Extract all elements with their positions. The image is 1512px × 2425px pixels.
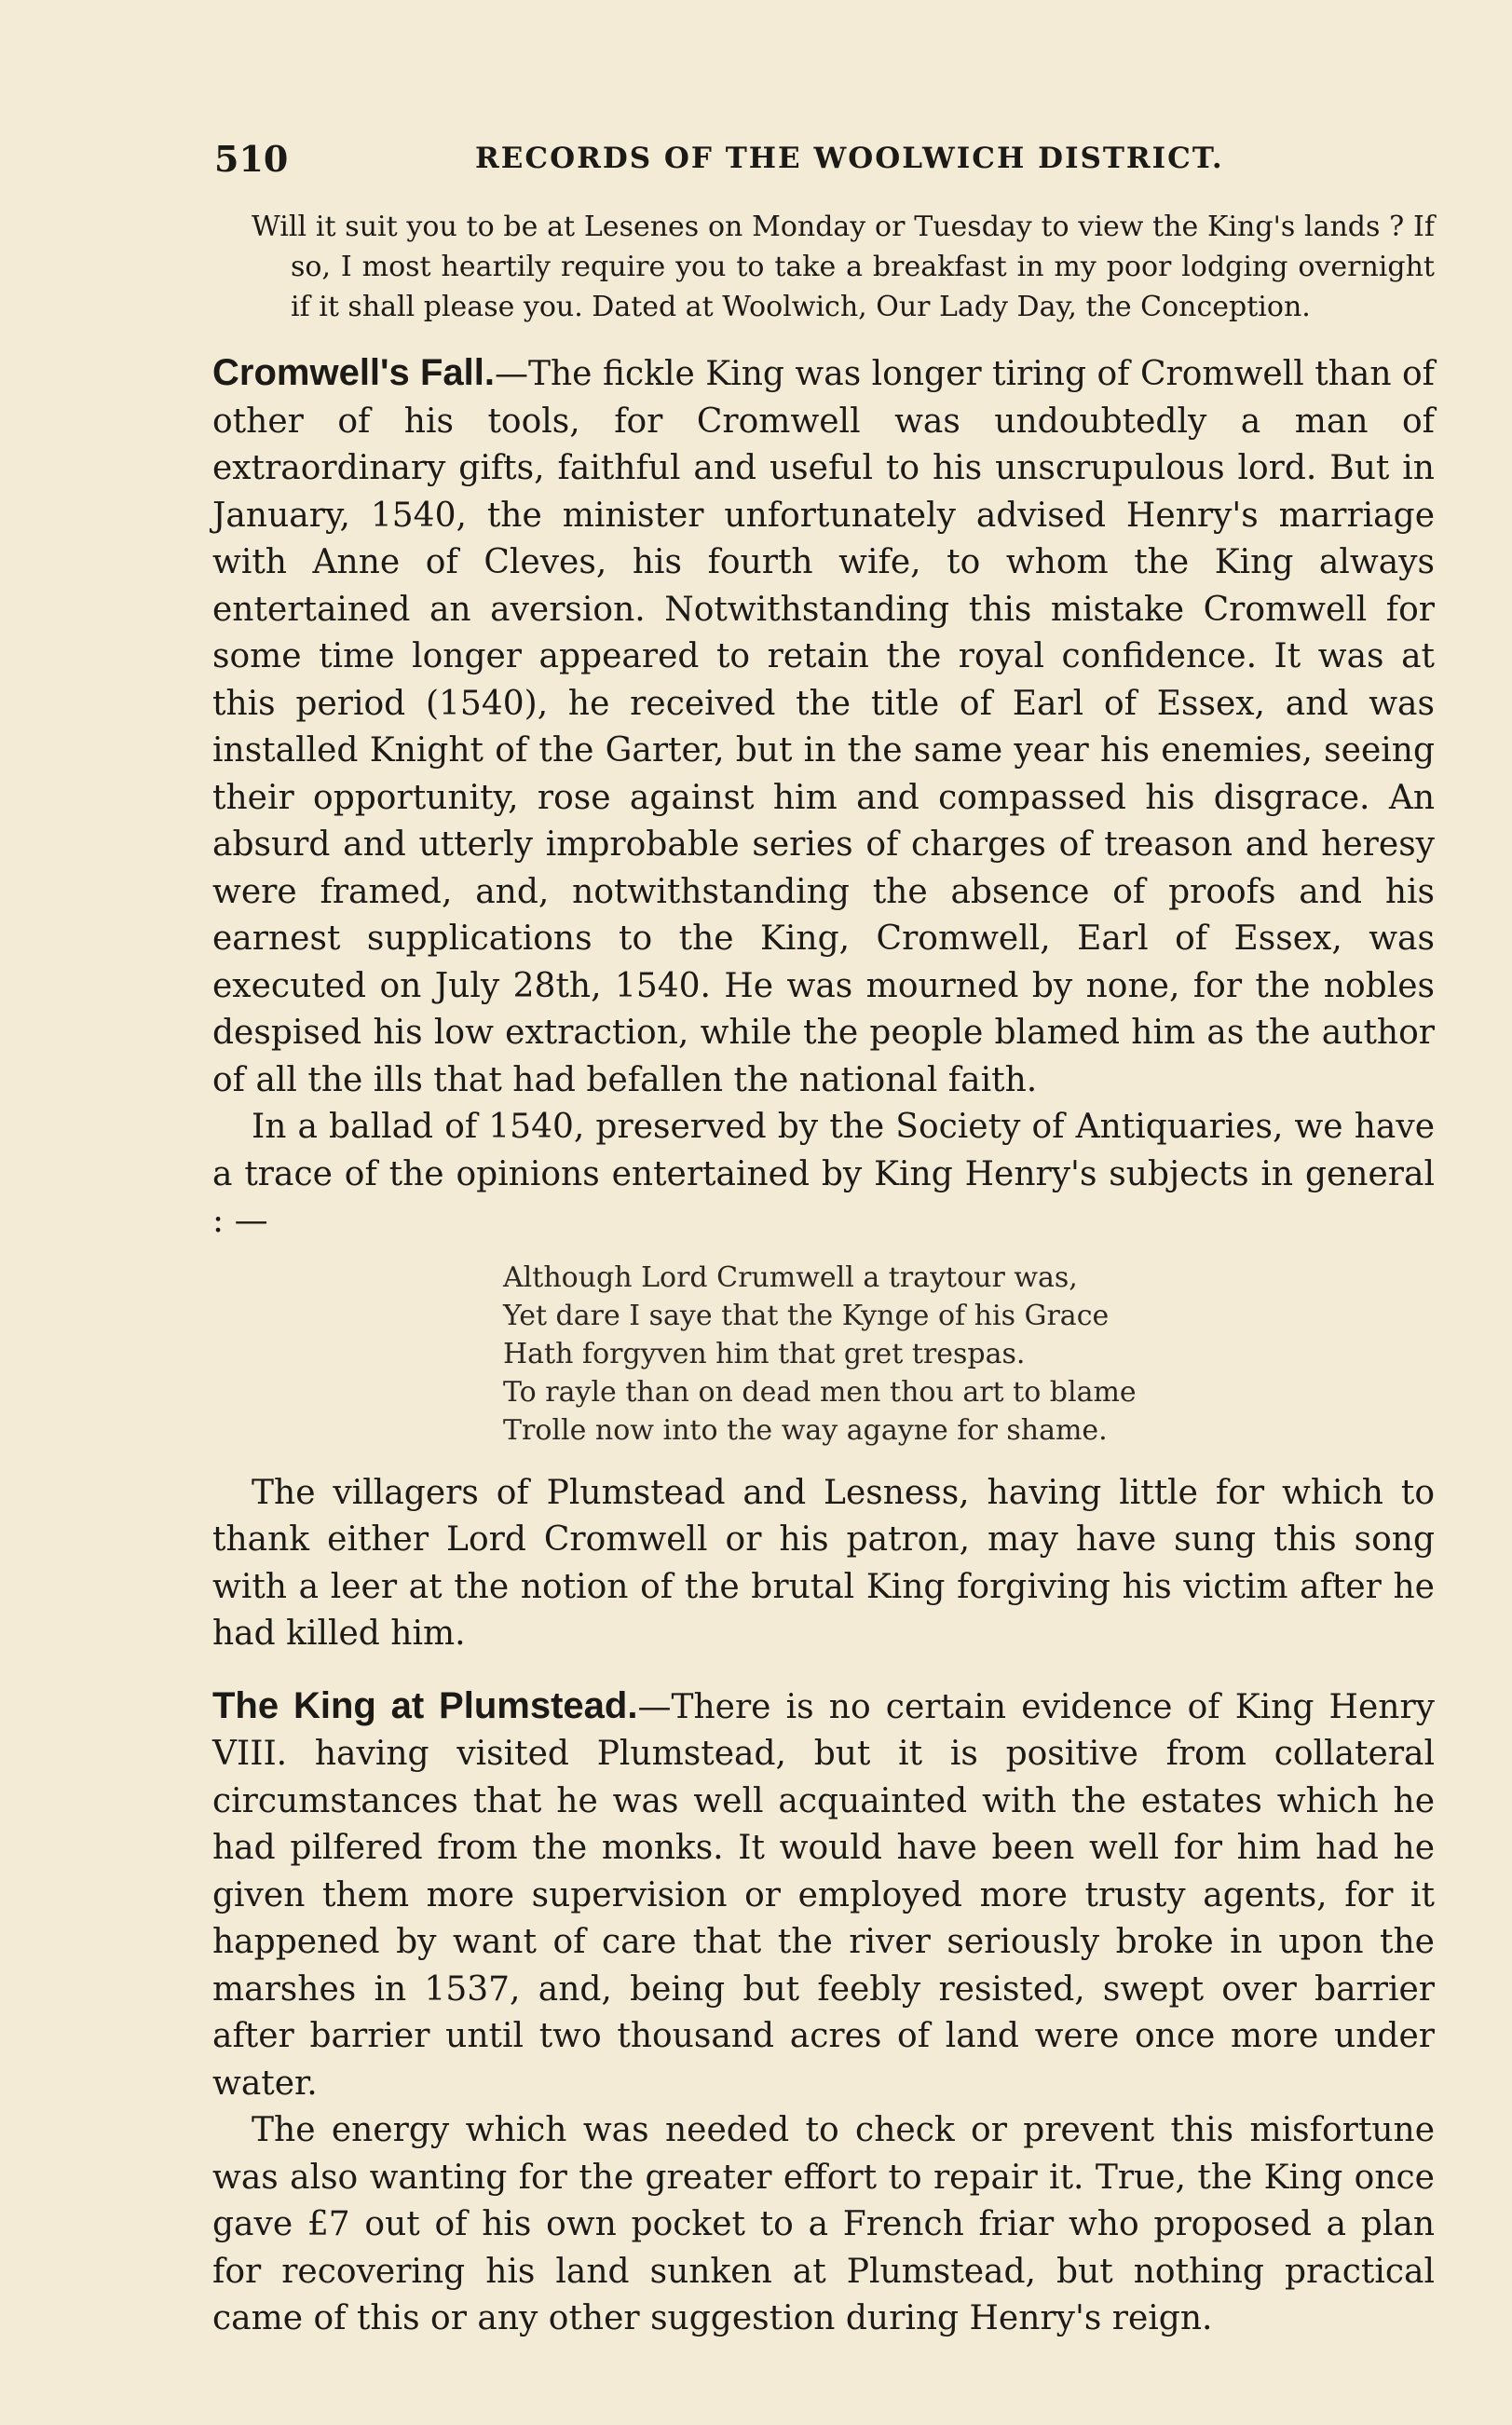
king-at-plumstead-paragraph: [212, 1683, 1435, 2108]
villagers-paragraph: The villagers of Plumstead and Lesness, having little for which to thank either Lord Cromwell or his patron, may have sung this song with a leer at the notion of the brutal King forgiving his victim after he had killed him.: [212, 1473, 1435, 1653]
section-heading-king-at-plumstead: The King at Plumstead.: [212, 1684, 638, 1726]
running-head: [214, 138, 1435, 184]
paragraph-text: —There is no certain evidence of King Henry VIII. having visited Plumstead, but it is positive from collateral circumstances that he was well acquainted with the estates which he had pilfered from the monks. It would have been well for him had he given them more supervision or employed more trusty agents, for it happened by want of care that the river seriously broke in upon the marshes in 1537, and, being but feebly resisted, swept over barrier after barrier until two thousand acres of land were once more under water.: [212, 1687, 1435, 2103]
page-number: 510: [214, 138, 289, 180]
verse-line: Yet dare I saye that the Kynge of his Grace: [503, 1299, 1110, 1332]
verse-line: Trolle now into the way agayne for shame.: [503, 1413, 1108, 1447]
energy-paragraph: The energy which was needed to check or prevent this misfortune was also wanting for the greater effort to repair it. True, the King once gave £7 out of his own pocket to a French friar who proposed a plan for recovering his land sunken at Plumstead, but nothing practical came of this or any other suggestion during Henry's reign.: [212, 2111, 1435, 2337]
verse-line: Although Lord Crumwell a traytour was,: [503, 1260, 1078, 1294]
ballad-intro-paragraph: In a ballad of 1540, preserved by the Society of Antiquaries, we have a trace of the opinions entertained by King Henry's subjects in general : —: [212, 1108, 1435, 1240]
ballad-verse: [503, 1259, 1435, 1450]
cromwell-fall-paragraph: [212, 349, 1435, 1104]
page-content: [212, 207, 1435, 2343]
section-heading-cromwells-fall: Cromwell's Fall.: [212, 352, 495, 393]
section-spacer: [212, 1658, 1435, 1683]
paragraph-text: —The fickle King was longer tiring of Cromwell than of other of his tools, for Cromwell was undoubtedly a man of extraordinary gifts, faithful and useful to his unscrupulous lord. But in January, 1540, the minister unfortunately advised Henry's marriage with Anne of Cleves, his fourth wife, to whom the King always entertained an aversion. Notwithstanding this mistake Cromwell for some time longer appeared to retain the royal confidence. It was at this period (1540), he received the title of Earl of Essex, and was installed Knight of the Garter, but in the same year his enemies, seeing their opportunity, rose against him and compassed his disgrace. An absurd and utterly improbable series of charges of treason and heresy were framed, and, notwithstanding the absence of proofs and his earnest supplications to the King, Cromwell, Earl of Essex, was executed on July 28th, 1540. He was mourned by none, for the nobles despised his low extraction, while the people blamed him as the author of all the ills that had befallen the national faith.: [212, 355, 1435, 1099]
running-title: RECORDS OF THE WOOLWICH DISTRICT.: [475, 142, 1224, 175]
verse-line: Hath forgyven him that gret trespas.: [503, 1337, 1026, 1370]
verse-line: To rayle than on dead men thou art to blame: [503, 1375, 1137, 1409]
letter-excerpt: Will it suit you to be at Lesenes on Monday or Tuesday to view the King's lands ? If so, I most heartily require you to take a breakfast in my poor lodging overnight if it shall please you. Dated at Woolwich, Our Lady Day, the Conception.: [252, 211, 1435, 323]
